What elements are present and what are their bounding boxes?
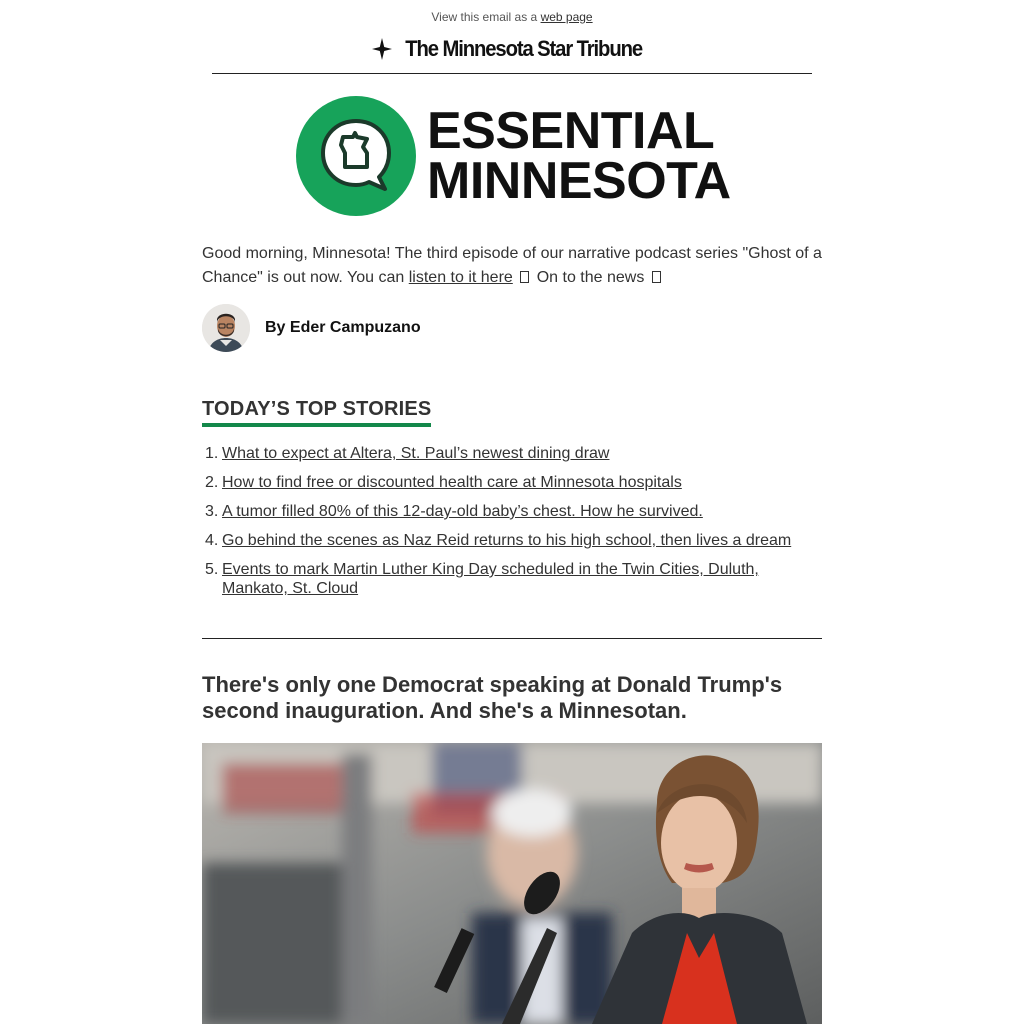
brand-name: The Minnesota Star Tribune	[405, 36, 643, 61]
story-link[interactable]: Go behind the scenes as Naz Reid returns to his high school, then lives a dream	[222, 532, 792, 549]
divider	[202, 638, 822, 639]
story-link[interactable]: Events to mark Martin Luther King Day scheduled in the Twin Cities, Duluth, Mankato, St. Cloud	[222, 561, 759, 597]
headphones-emoji-icon	[520, 271, 529, 283]
item-number: 5.	[205, 561, 219, 578]
author-avatar	[202, 304, 250, 352]
list-item	[202, 502, 822, 521]
intro-text: Good morning, Minnesota! The third episode of our narrative podcast series "Ghost of a Chance" is out now. You can	[202, 245, 822, 286]
intro-text-after: On to the news	[536, 269, 645, 286]
masthead[interactable]	[0, 36, 1024, 62]
item-number: 4.	[205, 532, 219, 549]
story-link[interactable]: A tumor filled 80% of this 12-day-old baby’s chest. How he survived.	[222, 503, 703, 520]
item-number: 1.	[205, 445, 219, 462]
intro-paragraph	[202, 242, 822, 290]
preheader-text: View this email as a	[431, 10, 538, 24]
byline-text: By Eder Campuzano	[265, 319, 421, 336]
item-number: 3.	[205, 503, 219, 520]
story-link[interactable]: What to expect at Altera, St. Paul’s newest dining draw	[222, 445, 610, 462]
newsletter-banner	[295, 95, 731, 217]
byline	[202, 304, 421, 352]
title-line-1: ESSENTIAL	[427, 102, 715, 160]
podcast-link[interactable]: listen to it here	[408, 269, 513, 286]
article-headline[interactable]: There's only one Democrat speaking at Donald Trump's second inauguration. And she's a Minnesotan.	[202, 672, 783, 723]
story-link[interactable]: How to find free or discounted health care at Minnesota hospitals	[222, 474, 682, 491]
preheader	[0, 10, 1024, 24]
star-icon	[371, 37, 393, 61]
article-photo[interactable]	[202, 743, 822, 1024]
minnesota-chat-logo-icon	[295, 95, 417, 217]
section-heading: TODAY’S TOP STORIES	[202, 398, 431, 427]
top-stories-list	[202, 444, 822, 608]
list-item	[202, 531, 822, 550]
newspaper-emoji-icon	[652, 271, 661, 283]
item-number: 2.	[205, 474, 219, 491]
list-item	[202, 560, 822, 598]
web-page-link[interactable]: web page	[540, 10, 593, 24]
title-line-2: MINNESOTA	[427, 152, 731, 210]
newsletter-title	[427, 102, 731, 210]
list-item	[202, 473, 822, 492]
divider	[212, 73, 812, 74]
list-item	[202, 444, 822, 463]
